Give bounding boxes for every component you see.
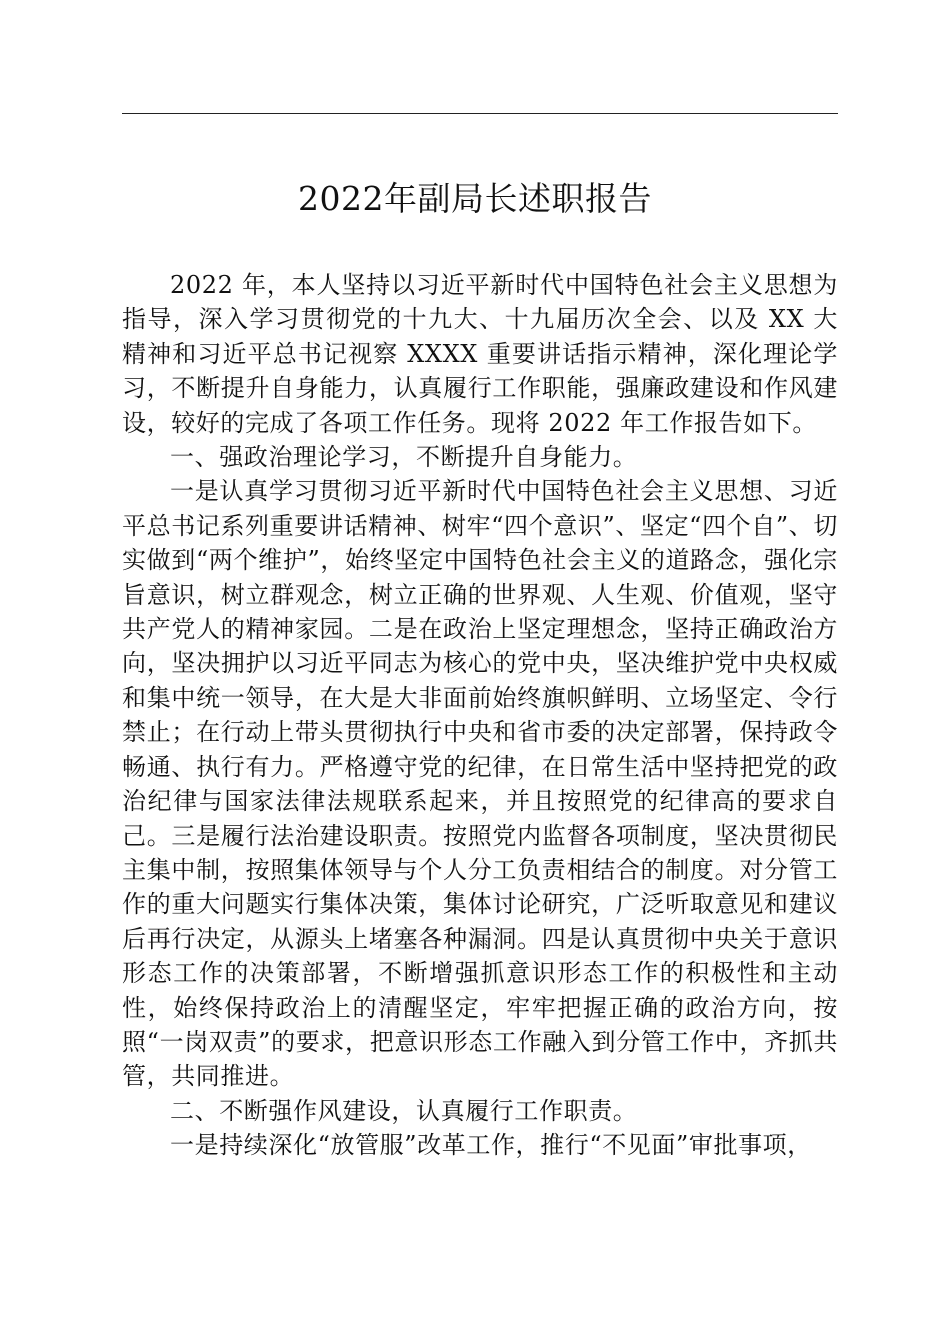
section-heading-1: 一、强政治理论学习，不断提升自身能力。 [170,443,638,472]
header-rule [122,113,838,114]
section-1-paragraph: 一是认真学习贯彻习近平新时代中国特色社会主义思想、习近平总书记系列重要讲话精神、树牢“四个意识”、坚定“四个自”、切实做到“两个维护”，始终坚定中国特色社会主义的道路念，强化宗旨意识，树立群观念，树立正确的世界观、人生观、价值观，坚守共产党人的精神家园。二是在政治上坚定理想念，坚持正确政治方向，坚决拥护以习近平同志为核心的党中央，坚决维护党中央权威和集中统一领导，在大是大非面前始终旗帜鲜明、立场坚定、令行禁止；在行动上带头贯彻执行中央和省市委的决定部署，保持政令畅通、执行有力。严格遵守党的纪律，在日常生活中坚持把党的政治纪律与国家法律法规联系起来，并且按照党的纪律高的要求自己。三是履行法治建设职责。按照党内监督各项制度，坚决贯彻民主集中制，按照集体领导与个人分工负责相结合的制度。对分管工作的重大问题实行集体决策，集体讨论研究，广泛听取意见和建议后再行决定，从源头上堵塞各种漏洞。四是认真贯彻中央关于意识形态工作的决策部署，不断增强抓意识形态工作的积极性和主动性，始终保持政治上的清醒坚定，牢牢把握正确的政治方向，按照“一岗双责”的要求，把意识形态工作融入到分管工作中，齐抓共管，共同推进。 [122,477,838,1091]
intro-paragraph: 2022 年，本人坚持以习近平新时代中国特色社会主义思想为指导，深入学习贯彻党的十九大、十九届历次全会、以及 XX 大精神和习近平总书记视察 XXXX 重要讲话指示精神，深化理论学习，不断提升自身能力，认真履行工作职能，强廉政建设和作风建设，较好的完成了各项工作任务。现将 2022 年工作报告如下。 [122,271,838,437]
section-2-paragraph: 一是持续深化“放管服”改革工作，推行“不见面”审批事项， [170,1131,812,1160]
document-body [122,268,838,1163]
document-title: 2022年副局长述职报告 [298,179,652,218]
section-heading-2: 二、不断强作风建设，认真履行工作职责。 [170,1096,638,1125]
